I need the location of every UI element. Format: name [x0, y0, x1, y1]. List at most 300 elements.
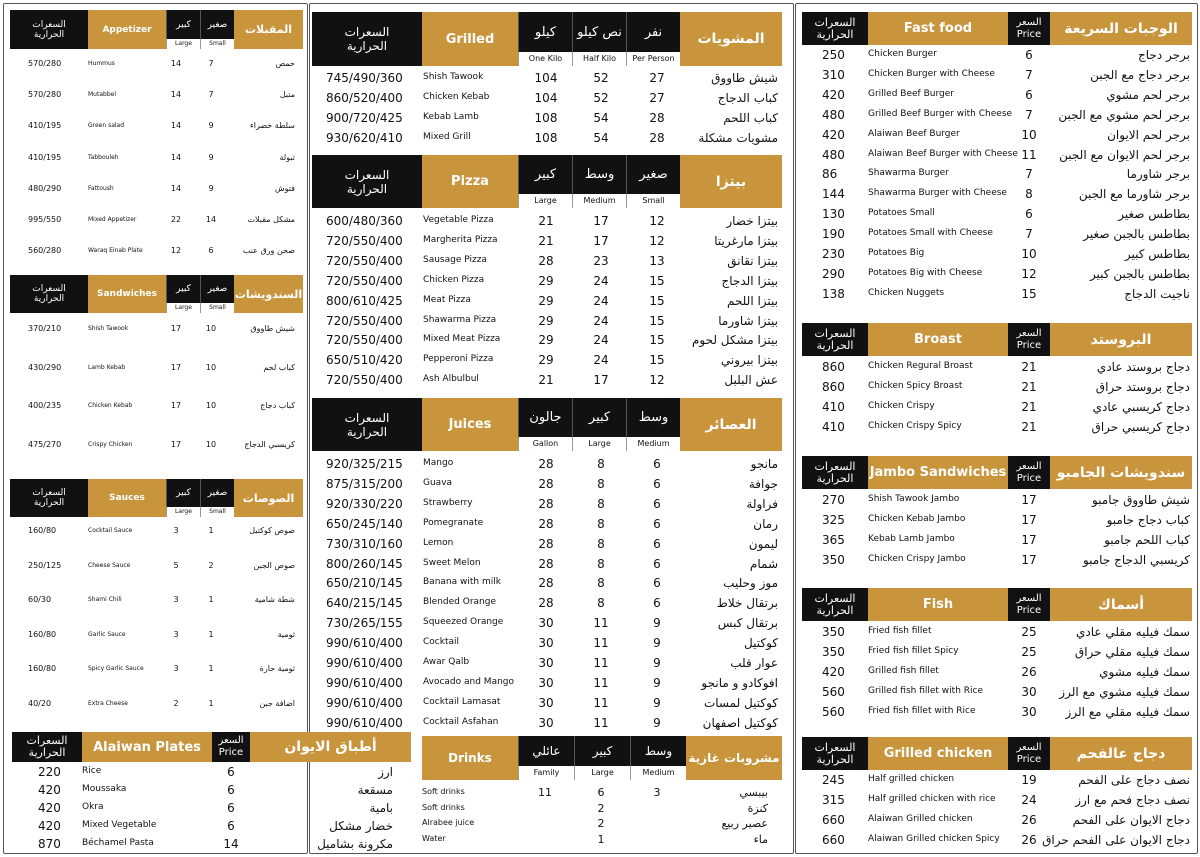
item-price-1: 9: [653, 656, 661, 670]
item-name-ar: نصف دجاج فحم مع ارز: [1075, 793, 1190, 807]
item-name-en: Potatoes Small with Cheese: [868, 228, 993, 239]
item-name-en: Potatoes Small: [868, 208, 935, 219]
item-name-en: Mixed Appetizer: [88, 216, 137, 223]
item-name-ar: كباب دجاج جامبو: [1106, 513, 1190, 527]
item-calories: 350: [822, 553, 845, 567]
item-price: 26: [1021, 813, 1037, 827]
item-price-1: 9: [653, 616, 661, 631]
item-name-ar: دجاج الايوان على الفحم حراق: [1042, 833, 1190, 847]
fastfood-row: [802, 148, 1192, 164]
item-price-3: 29: [538, 273, 554, 288]
item-price-large: 14: [170, 183, 182, 193]
item-calories: 475/270: [28, 440, 62, 450]
item-calories: 160/80: [28, 664, 57, 673]
size-label-en: Large: [166, 507, 200, 517]
item-price-2: 17: [593, 214, 609, 228]
item-calories: 650/510/420: [326, 353, 403, 368]
item-price-2: 11: [593, 636, 609, 651]
broast-header: [802, 323, 1192, 356]
item-price-3: 30: [538, 695, 554, 710]
item-calories: 920/330/220: [326, 496, 403, 511]
sauces-row: [10, 595, 303, 609]
calories-header: السعرات الحرارية: [802, 737, 868, 770]
item-price-2: 52: [593, 71, 609, 85]
item-name-en: Margherita Pizza: [423, 234, 498, 245]
item-calories: 86: [822, 167, 838, 182]
pizza-size-2: [572, 155, 626, 208]
item-calories: 560: [822, 705, 845, 719]
item-calories: 60/30: [28, 595, 52, 604]
item-name-en: Ash Albulbul: [423, 374, 479, 385]
item-name-en: Blended Orange: [423, 597, 496, 608]
grilled-title-ar: المشويات: [680, 12, 782, 66]
item-name-en: Alaiwan Beef Burger with Cheese: [868, 148, 1018, 159]
size-label-ar: وسط: [572, 155, 626, 194]
item-name-en: Cocktail: [423, 637, 459, 648]
sandwiches-title-en: Sandwiches: [88, 275, 166, 313]
item-name-en: Shish Tawook: [423, 72, 484, 82]
item-calories: 745/490/360: [326, 71, 403, 85]
item-name-en: Spicy Garlic Sauce: [88, 665, 144, 672]
item-price-large: 12: [170, 246, 182, 256]
item-price-small: 14: [205, 215, 217, 224]
item-name-ar: برجر لحم الايوان مع الجبن: [1059, 147, 1190, 162]
item-name-en: Hummus: [88, 60, 115, 67]
item-calories: 40/20: [28, 698, 52, 708]
item-calories: 860/520/400: [326, 91, 403, 105]
item-price-2: 8: [597, 457, 605, 471]
juices-row: [312, 497, 782, 513]
item-price: 7: [1025, 227, 1033, 242]
item-price-small: 1: [208, 664, 214, 673]
item-price-small: 10: [205, 324, 217, 333]
alaiwan-row: [12, 819, 411, 835]
fish-row: [802, 705, 1192, 721]
item-name-ar: شيش طاووق: [711, 71, 778, 85]
pizza-title-en: Pizza: [422, 155, 518, 208]
item-name-ar: ثومية: [277, 629, 295, 639]
grilled-title-en: Grilled: [422, 12, 518, 66]
item-price-large: 2: [173, 698, 179, 708]
item-price-small: 7: [208, 90, 214, 100]
pizza-row: [312, 353, 782, 369]
price-label-en: Price: [1016, 472, 1042, 484]
item-price-small: 7: [208, 59, 214, 68]
item-calories: 990/610/400: [326, 636, 403, 651]
item-calories: 370/210: [28, 324, 62, 333]
item-name-ar: بامية: [369, 801, 393, 815]
item-price-1: 6: [653, 496, 661, 511]
item-name-ar: ليمون: [748, 536, 778, 551]
pizza-size-1: [626, 155, 680, 208]
item-name-ar: سمك فيليه مشوي: [1099, 665, 1190, 679]
item-price-2: 11: [593, 675, 609, 690]
calories-header: السعرات الحرارية: [10, 10, 88, 49]
sauces-row: [10, 699, 303, 713]
grilled-row: [312, 71, 782, 87]
item-name-ar: سمك فيليه مقلي عادي: [1076, 625, 1190, 639]
size-label-en: Medium: [630, 766, 686, 780]
appetizers-row: [10, 246, 303, 260]
item-calories: 290: [822, 266, 845, 281]
price-header: [1008, 456, 1050, 489]
fish-title-en: Fish: [868, 588, 1008, 621]
item-price-large: 14: [170, 121, 182, 131]
item-calories: 720/550/400: [326, 273, 403, 288]
item-name-en: Potatoes Big with Cheese: [868, 267, 983, 278]
item-name-ar: برجر شاورما: [1126, 167, 1190, 182]
item-name-en: Grilled Beef Burger with Cheese: [868, 108, 1013, 119]
item-name-ar: فتوش: [274, 183, 295, 193]
item-name-ar: دجاج بروستد حراق: [1095, 380, 1190, 394]
item-price: 26: [1021, 833, 1037, 847]
item-calories: 720/550/400: [326, 373, 403, 388]
item-price-small: 1: [208, 526, 214, 535]
item-calories: 990/610/400: [326, 695, 403, 710]
juices-row: [312, 696, 782, 712]
calories-header: السعرات الحرارية: [12, 732, 82, 762]
item-price-3: 11: [538, 786, 552, 799]
item-name-ar: صوص الجبن: [253, 560, 295, 570]
item-price-2: 24: [593, 333, 609, 348]
item-price-2: 24: [593, 293, 609, 308]
item-price-2: 52: [593, 91, 609, 105]
item-price-2: 17: [593, 373, 609, 388]
item-name-en: Vegetable Pizza: [423, 215, 494, 225]
item-price: 25: [1021, 625, 1037, 639]
item-price-2: 1: [597, 832, 605, 846]
item-name-en: Half grilled chicken: [868, 774, 955, 784]
item-price-2: 11: [593, 616, 609, 631]
item-name-ar: ثومية حارة: [259, 664, 295, 673]
item-price-1: 15: [649, 353, 665, 368]
drinks-size-2: [574, 736, 630, 780]
calories-header: السعرات الحرارية: [802, 12, 868, 45]
item-calories: 410: [822, 400, 845, 414]
item-price-1: 6: [653, 556, 661, 571]
fastfood-row: [802, 167, 1192, 183]
item-name-en: Chicken Burger: [868, 49, 937, 59]
item-price-1: 15: [649, 313, 665, 328]
sandwiches-row: [10, 324, 303, 338]
size-label-ar: نص كيلو: [572, 12, 626, 52]
item-calories: 430/290: [28, 362, 62, 372]
item-price: 17: [1021, 533, 1037, 547]
price-label-en: Price: [1016, 28, 1042, 40]
item-price: 21: [1021, 420, 1037, 434]
size-label-ar: صغير: [200, 479, 234, 507]
item-price-2: 11: [593, 695, 609, 710]
item-price: 12: [1021, 266, 1037, 281]
item-calories: 720/550/400: [326, 253, 403, 268]
item-name-ar: فراولة: [746, 496, 778, 511]
juices-row: [312, 616, 782, 632]
item-price-2: 8: [597, 576, 605, 591]
item-calories: 480/290: [28, 183, 62, 193]
item-price: 21: [1021, 360, 1037, 374]
item-price: 21: [1021, 380, 1037, 394]
item-price: 6: [227, 783, 235, 797]
juices-title-en: Juices: [422, 398, 518, 451]
item-name-en: Chicken Crispy Jambo: [868, 554, 966, 564]
item-name-ar: برجر دجاج: [1138, 48, 1190, 62]
pizza-header: [312, 155, 782, 208]
item-name-ar: مسقعة: [357, 783, 393, 797]
item-price-1: 6: [653, 516, 661, 531]
item-name-ar: مشويات مشكلة: [698, 131, 778, 145]
item-name-en: Chicken Burger with Cheese: [868, 68, 995, 79]
item-price-2: 24: [593, 353, 609, 368]
sauces-row: [10, 561, 303, 575]
item-price: 24: [1021, 793, 1037, 807]
item-name-ar: سلطة خضراء: [249, 121, 295, 131]
item-price-small: 1: [208, 595, 214, 604]
size-label-en: Family: [518, 766, 574, 780]
item-name-en: Alrabee juice: [422, 818, 475, 827]
calories-header: السعرات الحرارية: [10, 479, 88, 517]
alaiwan-title-ar: أطباق الايوان: [250, 732, 411, 762]
item-name-en: Kebab Lamb Jambo: [868, 534, 955, 544]
item-name-ar: صحن ورق عنب: [242, 246, 295, 256]
item-name-ar: موز وحليب: [723, 576, 778, 591]
fastfood-row: [802, 207, 1192, 223]
juices-row: [312, 537, 782, 553]
item-price-1: 9: [653, 695, 661, 710]
jambo-row: [802, 533, 1192, 549]
item-name-en: Chicken Kebab: [88, 402, 133, 410]
item-price-small: 2: [208, 560, 214, 570]
item-name-ar: كباب دجاج: [260, 401, 295, 411]
sandwiches-header: [10, 275, 303, 313]
item-price: 6: [1025, 207, 1033, 222]
appetizers-header: [10, 10, 303, 49]
price-label-ar: السعر: [1016, 592, 1042, 604]
item-price-3: 28: [538, 496, 554, 511]
item-name-ar: مكرونة بشاميل: [317, 837, 393, 851]
pizza-row: [312, 333, 782, 349]
item-name-ar: حمص: [275, 59, 295, 68]
item-price-1: 12: [649, 373, 665, 388]
appetizers-size-1: [200, 10, 234, 49]
item-name-ar: بيتزا شاورما: [718, 313, 778, 328]
item-name-ar: سمك فيليه مقلي حراق: [1074, 645, 1190, 659]
item-name-ar: بيتزا مشكل لحوم: [691, 333, 778, 348]
item-name-ar: مشكل مقبلات: [247, 215, 295, 224]
broast-row: [802, 360, 1192, 376]
item-calories: 730/310/160: [326, 536, 403, 551]
size-label-ar: صغير: [200, 10, 234, 39]
item-price-1: 9: [653, 675, 661, 690]
fastfood-title-en: Fast food: [868, 12, 1008, 45]
grilled-size-1: [626, 12, 680, 66]
pizza-row: [312, 214, 782, 230]
item-price-3: 30: [538, 636, 554, 651]
item-price-3: 30: [538, 675, 554, 690]
item-calories: 400/235: [28, 401, 62, 411]
item-name-en: Half grilled chicken with rice: [868, 794, 996, 804]
jambo-row: [802, 513, 1192, 529]
item-name-en: Fried fish fillet Spicy: [868, 646, 959, 656]
sandwiches-row: [10, 440, 303, 454]
item-name-ar: رمان: [753, 516, 778, 531]
calories-header: السعرات الحرارية: [802, 588, 868, 621]
item-name-en: Cheese Sauce: [88, 561, 131, 569]
item-name-ar: شيش طاووق: [250, 324, 295, 333]
item-name-ar: كريسبي الدجاج: [244, 440, 295, 450]
item-name-en: Potatoes Big: [868, 248, 925, 258]
item-name-en: Avocado and Mango: [423, 676, 515, 687]
item-name-en: Extra Cheese: [88, 699, 128, 707]
item-price-large: 3: [173, 526, 179, 535]
fish-row: [802, 685, 1192, 701]
item-calories: 230: [822, 247, 845, 261]
item-calories: 250/125: [28, 560, 62, 570]
item-price-large: 17: [170, 362, 182, 372]
item-name-en: Shawarma Burger: [868, 168, 949, 179]
item-calories: 160/80: [28, 629, 57, 639]
item-price-large: 5: [173, 560, 179, 570]
grilled_chicken-header: [802, 737, 1192, 770]
item-price: 7: [1025, 167, 1033, 182]
item-price: 25: [1021, 645, 1037, 659]
pizza-row: [312, 294, 782, 310]
calories-header: السعرات الحرارية: [312, 12, 422, 66]
item-name-ar: دجاج بروستد عادي: [1096, 360, 1190, 374]
item-price-2: 24: [593, 313, 609, 328]
size-label-ar: كبير: [166, 479, 200, 507]
item-name-en: Shawarma Burger with Cheese: [868, 188, 1007, 199]
item-price-1: 15: [649, 293, 665, 308]
item-name-en: Pomegranate: [423, 517, 484, 528]
sandwiches-row: [10, 401, 303, 415]
juices-size-2: [572, 398, 626, 451]
item-price: 8: [1025, 187, 1033, 202]
item-calories: 190: [822, 227, 845, 242]
grilled-row: [312, 91, 782, 107]
size-label-en: Medium: [572, 194, 626, 208]
price-label-en: Price: [1016, 753, 1042, 765]
appetizers-row: [10, 90, 303, 104]
item-name-ar: ارز: [378, 765, 393, 779]
sauces-row: [10, 630, 303, 644]
item-price: 17: [1021, 553, 1037, 567]
size-label-en: Large: [574, 766, 630, 780]
sandwiches-row: [10, 363, 303, 377]
item-calories: 420: [822, 665, 845, 679]
item-name-en: Chicken Kebab Jambo: [868, 514, 966, 524]
item-price-1: 13: [649, 253, 665, 268]
item-name-ar: عش البلبل: [724, 373, 778, 388]
item-calories: 660: [822, 833, 845, 847]
appetizers-title-en: Appetizer: [88, 10, 166, 49]
appetizers-row: [10, 153, 303, 167]
sauces-size-2: [166, 479, 200, 517]
item-name-ar: برتقال خلاط: [716, 596, 778, 611]
item-price-small: 1: [208, 629, 214, 639]
item-name-en: Water: [422, 833, 446, 843]
item-price-large: 14: [170, 152, 182, 162]
size-label-en: Gallon: [518, 437, 572, 451]
item-price-3: 108: [534, 111, 558, 125]
item-price-large: 22: [170, 215, 182, 224]
item-price-small: 9: [208, 183, 214, 193]
item-name-ar: دجاج كريسبي حراق: [1091, 420, 1190, 434]
fastfood-row: [802, 247, 1192, 263]
item-price-1: 28: [649, 131, 665, 145]
grilled-size-2: [572, 12, 626, 66]
item-price-1: 15: [649, 333, 665, 348]
item-name-en: Shish Tawook Jambo: [868, 494, 960, 504]
calories-header: السعرات الحرارية: [10, 275, 88, 313]
item-name-ar: بيتزا بيروني: [720, 353, 778, 368]
item-price-2: 8: [597, 556, 605, 571]
item-calories: 420: [822, 87, 845, 102]
drinks-size-1: [630, 736, 686, 780]
item-name-en: Chicken Pizza: [423, 274, 485, 285]
grilled_chicken-title-ar: دجاج عالفحم: [1050, 737, 1192, 770]
item-name-ar: دجاج الايوان على الفحم: [1072, 813, 1190, 827]
grilled_chicken-row: [802, 813, 1192, 829]
grilled_chicken-title-en: Grilled chicken: [868, 737, 1008, 770]
pizza-title-ar: بيتزا: [680, 155, 782, 208]
item-price-large: 3: [173, 595, 179, 604]
fastfood-row: [802, 68, 1192, 84]
item-name-en: Cocktail Asfahan: [423, 716, 499, 727]
item-price-small: 9: [208, 121, 214, 131]
broast-title-en: Broast: [868, 323, 1008, 356]
item-price-small: 10: [205, 440, 217, 450]
item-price: 14: [223, 837, 239, 851]
price-label-ar: السعر: [1016, 16, 1042, 28]
item-price-2: 8: [597, 596, 605, 611]
item-price-1: 6: [653, 457, 661, 471]
drinks-row: [422, 833, 782, 847]
item-name-ar: مانجو: [750, 457, 778, 471]
item-price-3: 30: [538, 616, 554, 631]
juices-row: [312, 716, 782, 732]
item-name-en: Mixed Meat Pizza: [423, 334, 501, 345]
item-name-en: Mixed Vegetable: [82, 820, 157, 830]
item-name-en: Awar Qalb: [423, 657, 470, 667]
price-header: [1008, 737, 1050, 770]
size-label-ar: جالون: [518, 398, 572, 437]
item-name-ar: شمام: [749, 556, 778, 571]
item-name-en: Shawarma Pizza: [423, 314, 497, 325]
item-name-en: Sausage Pizza: [423, 254, 487, 265]
item-name-ar: شيش طاووق جامبو: [1091, 493, 1190, 507]
size-label-en: Small: [200, 507, 234, 517]
item-price-large: 17: [170, 324, 182, 333]
item-price-3: 28: [538, 576, 554, 591]
jambo-header: [802, 456, 1192, 489]
item-calories: 995/550: [28, 215, 62, 224]
pizza-row: [312, 373, 782, 389]
drinks-title-ar: مشروبات غازية: [686, 736, 782, 780]
item-name-ar: ماء: [753, 832, 768, 846]
item-name-ar: صوص كوكتيل: [249, 526, 295, 535]
fastfood-row: [802, 287, 1192, 303]
item-name-ar: برجر لحم الايوان: [1107, 127, 1190, 142]
size-label-ar: نفر: [626, 12, 680, 52]
size-label-en: Half Kilo: [572, 52, 626, 66]
item-name-en: Strawberry: [423, 497, 473, 508]
grilled_chicken-row: [802, 833, 1192, 849]
item-calories: 650/210/145: [326, 576, 403, 591]
pizza-row: [312, 254, 782, 270]
item-calories: 480: [822, 147, 845, 162]
item-name-en: Fried fish fillet with Rice: [868, 706, 976, 716]
item-price-2: 54: [593, 111, 609, 125]
